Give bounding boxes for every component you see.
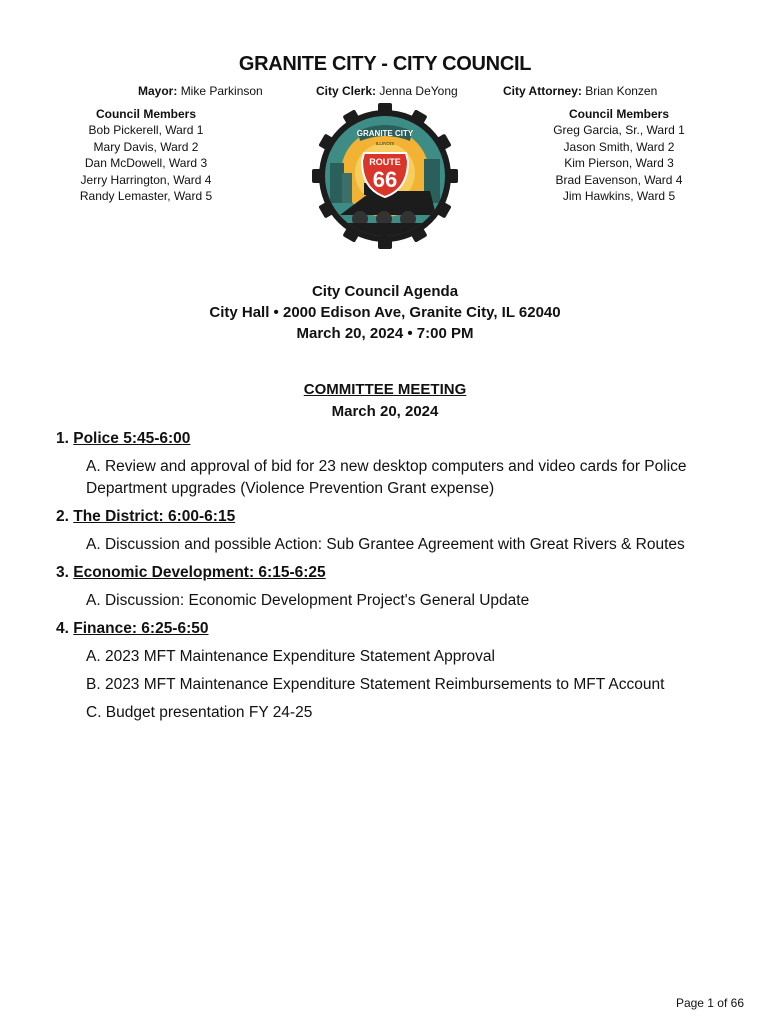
mayor-line xyxy=(138,84,263,98)
item-sub: A. Review and approval of bid for 23 new desktop computers and video cards for Police xyxy=(86,458,687,475)
city-seal-logo xyxy=(312,103,458,249)
clerk-label: City Clerk: xyxy=(316,84,377,98)
committee-header xyxy=(0,379,770,423)
page-number: Page 1 of 66 xyxy=(675,996,744,1010)
mayor-label: Mayor: xyxy=(138,84,178,98)
attorney-name: Brian Konzen xyxy=(585,84,658,98)
item-sub: A. 2023 MFT Maintenance Expenditure Statement Approval xyxy=(86,648,495,665)
item-number: 2. xyxy=(56,508,69,525)
item-sub: A. Discussion and possible Action: Sub Grantee Agreement with Great Rivers & Routes xyxy=(86,536,685,553)
agenda-item xyxy=(56,506,746,556)
item-number: 1. xyxy=(56,430,69,447)
committee-title: COMMITTEE MEETING xyxy=(303,381,467,398)
item-number: 4. xyxy=(56,620,69,637)
item-number: 3. xyxy=(56,564,69,581)
attorney-label: City Attorney: xyxy=(503,84,582,98)
agenda-item xyxy=(56,618,746,724)
council-heading: Council Members xyxy=(95,107,197,121)
item-title: Economic Development: 6:15-6:25 xyxy=(73,564,326,581)
council-member: Dan McDowell, Ward 3 xyxy=(84,156,208,171)
council-member: Brad Eavenson, Ward 4 xyxy=(555,172,683,187)
agenda-item xyxy=(56,428,746,500)
attorney-line xyxy=(503,84,657,98)
council-members-left xyxy=(61,106,231,204)
agenda-item-heading xyxy=(56,428,746,450)
agenda-items xyxy=(56,428,746,730)
item-sub: C. Budget presentation FY 24-25 xyxy=(86,704,313,721)
agenda-item-heading xyxy=(56,562,746,584)
council-heading: Council Members xyxy=(568,107,670,121)
council-member: Jason Smith, Ward 2 xyxy=(563,139,675,154)
item-sub: B. 2023 MFT Maintenance Expenditure Statement Reimbursements to MFT Account xyxy=(86,676,665,693)
council-member: Greg Garcia, Sr., Ward 1 xyxy=(553,123,685,138)
logo-top-text: GRANITE CITY xyxy=(356,129,414,138)
agenda-item xyxy=(56,562,746,612)
agenda-item-heading xyxy=(56,506,746,528)
item-sub-continued: Department upgrades (Violence Prevention Grant expense) xyxy=(86,480,495,497)
item-title: Police 5:45-6:00 xyxy=(73,430,191,447)
council-members-right xyxy=(534,106,704,204)
document-title: GRANITE CITY - CITY COUNCIL xyxy=(238,53,532,75)
clerk-name: Jenna DeYong xyxy=(379,84,458,98)
item-title: Finance: 6:25-6:50 xyxy=(73,620,209,637)
item-title: The District: 6:00-6:15 xyxy=(73,508,236,525)
committee-date: March 20, 2024 xyxy=(331,403,439,420)
logo-sub-text: ILLINOIS xyxy=(375,141,395,146)
council-member: Mary Davis, Ward 2 xyxy=(93,139,199,154)
mayor-name: Mike Parkinson xyxy=(180,84,263,98)
council-member: Kim Pierson, Ward 3 xyxy=(564,156,674,171)
council-member: Jim Hawkins, Ward 5 xyxy=(562,189,676,204)
agenda-item-heading xyxy=(56,618,746,640)
agenda-title: City Council Agenda xyxy=(311,283,459,300)
agenda-header xyxy=(0,281,770,344)
agenda-datetime: March 20, 2024 • 7:00 PM xyxy=(296,325,474,342)
clerk-line xyxy=(316,84,458,98)
agenda-location: City Hall • 2000 Edison Ave, Granite City, IL 62040 xyxy=(209,304,561,321)
route-number: 66 xyxy=(372,167,398,192)
council-member: Bob Pickerell, Ward 1 xyxy=(88,123,204,138)
route-text: ROUTE xyxy=(369,157,401,167)
council-member: Randy Lemaster, Ward 5 xyxy=(79,189,213,204)
council-member: Jerry Harrington, Ward 4 xyxy=(80,172,212,187)
item-sub: A. Discussion: Economic Development Project's General Update xyxy=(86,592,530,609)
